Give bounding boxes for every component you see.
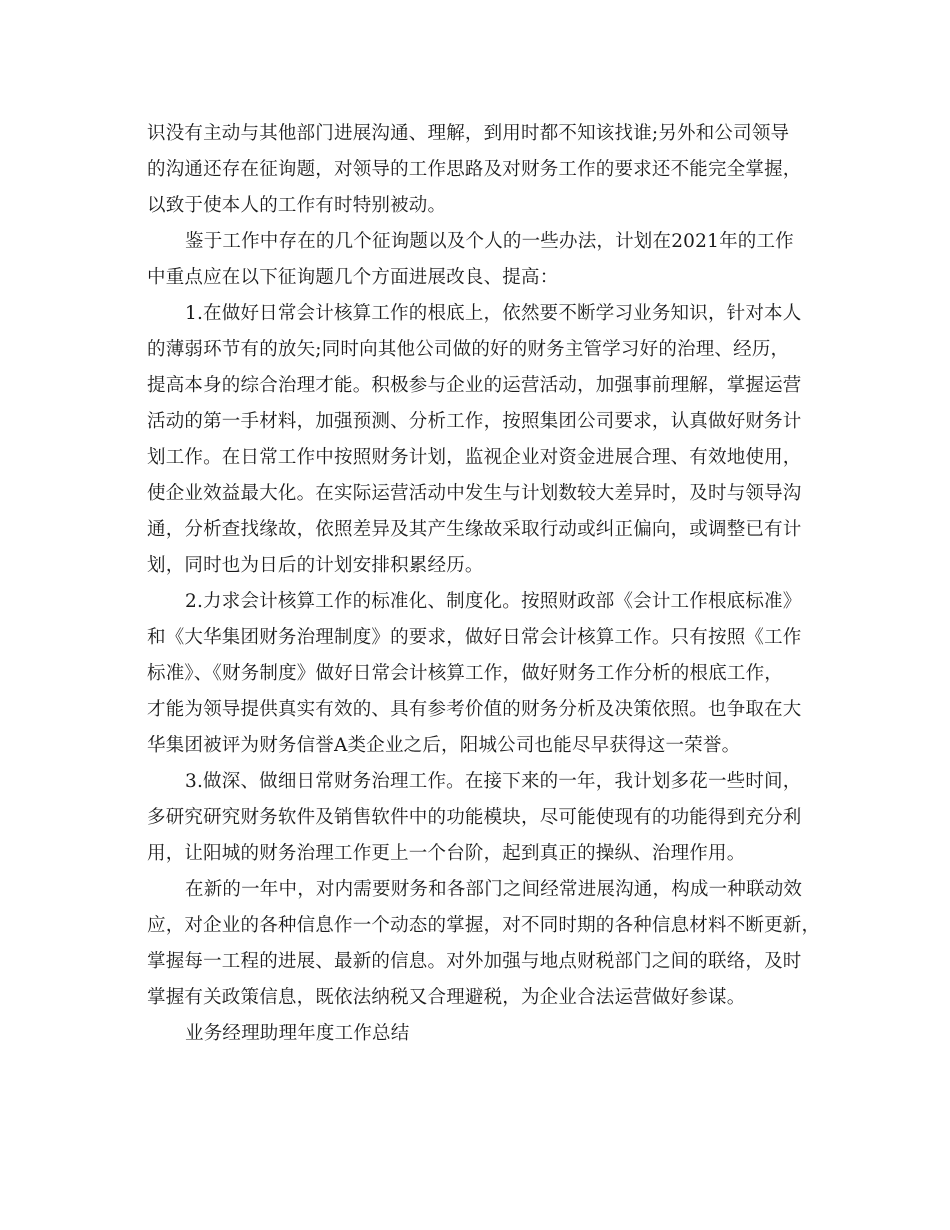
- paragraph-start-line: 在新的一年中，对内需要财务和各部门之间经常进展沟通，构成一种联动效: [185, 879, 803, 900]
- text-line: 才能为领导提供真实有效的、具有参考价值的财务分析及决策依照。也争取在大: [147, 699, 802, 720]
- text-line: 识没有主动与其他部门进展沟通、理解，到用时都不知该找谁;另外和公司领导: [147, 123, 790, 144]
- section-heading: 业务经理助理年度工作总结: [185, 1023, 410, 1044]
- text-line: 划，同时也为日后的计划安排积累经历。: [147, 555, 484, 576]
- text-line: 多研究研究财务软件及销售软件中的功能模块，尽可能使现有的功能得到充分利: [147, 807, 802, 828]
- paragraph-start-line: 3.做深、做细日常财务治理工作。在接下来的一年，我计划多花一些时间，: [185, 771, 802, 792]
- text-line: 使企业效益最大化。在实际运营活动中发生与计划数较大差异时，及时与领导沟: [147, 483, 802, 504]
- text-line: 用，让阳城的财务治理工作更上一个台阶，起到真正的操纵、治理作用。: [147, 843, 746, 864]
- text-line: 中重点应在以下征询题几个方面进展改良、提高：: [147, 267, 559, 288]
- text-line: 通，分析查找缘故，依照差异及其产生缘故采取行动或纠正偏向，或调整已有计: [147, 519, 802, 540]
- text-line: 活动的第一手材料，加强预测、分析工作，按照集团公司要求，认真做好财务计: [147, 411, 802, 432]
- paragraph-start-line: 鉴于工作中存在的几个征询题以及个人的一些办法，计划在2021年的工作: [185, 231, 794, 252]
- text-line: 和《大华集团财务治理制度》的要求，做好日常会计核算工作。只有按照《工作: [147, 627, 802, 648]
- paragraph-start-line: 2.力求会计核算工作的标准化、制度化。按照财政部《会计工作根底标准》: [185, 591, 802, 612]
- text-line: 以致于使本人的工作有时特别被动。: [147, 195, 447, 216]
- text-line: 标准》、《财务制度》做好日常会计核算工作，做好财务工作分析的根底工作，: [147, 663, 784, 684]
- text-line: 掌握每一工程的进展、最新的信息。对外加强与地点财税部门之间的联络，及时: [147, 951, 802, 972]
- text-line: 的沟通还存在征询题，对领导的工作思路及对财务工作的要求还不能完全掌握，: [147, 159, 802, 180]
- text-line: 的薄弱环节有的放矢;同时向其他公司做的好的财务主管学习好的治理、经历，: [147, 339, 790, 360]
- text-line: 提高本身的综合治理才能。积极参与企业的运营活动，加强事前理解，掌握运营: [147, 375, 802, 396]
- text-line: 掌握有关政策信息，既依法纳税又合理避税，为企业合法运营做好参谋。: [147, 987, 746, 1008]
- text-line: 划工作。在日常工作中按照财务计划，监视企业对资金进展合理、有效地使用，: [147, 447, 802, 468]
- paragraph-start-line: 1.在做好日常会计核算工作的根底上，依然要不断学习业务知识，针对本人: [185, 303, 802, 324]
- text-line: 应，对企业的各种信息作一个动态的掌握，对不同时期的各种信息材料不断更新，: [147, 915, 821, 936]
- text-line: 华集团被评为财务信誉A类企业之后，阳城公司也能尽早获得这一荣誉。: [147, 735, 741, 756]
